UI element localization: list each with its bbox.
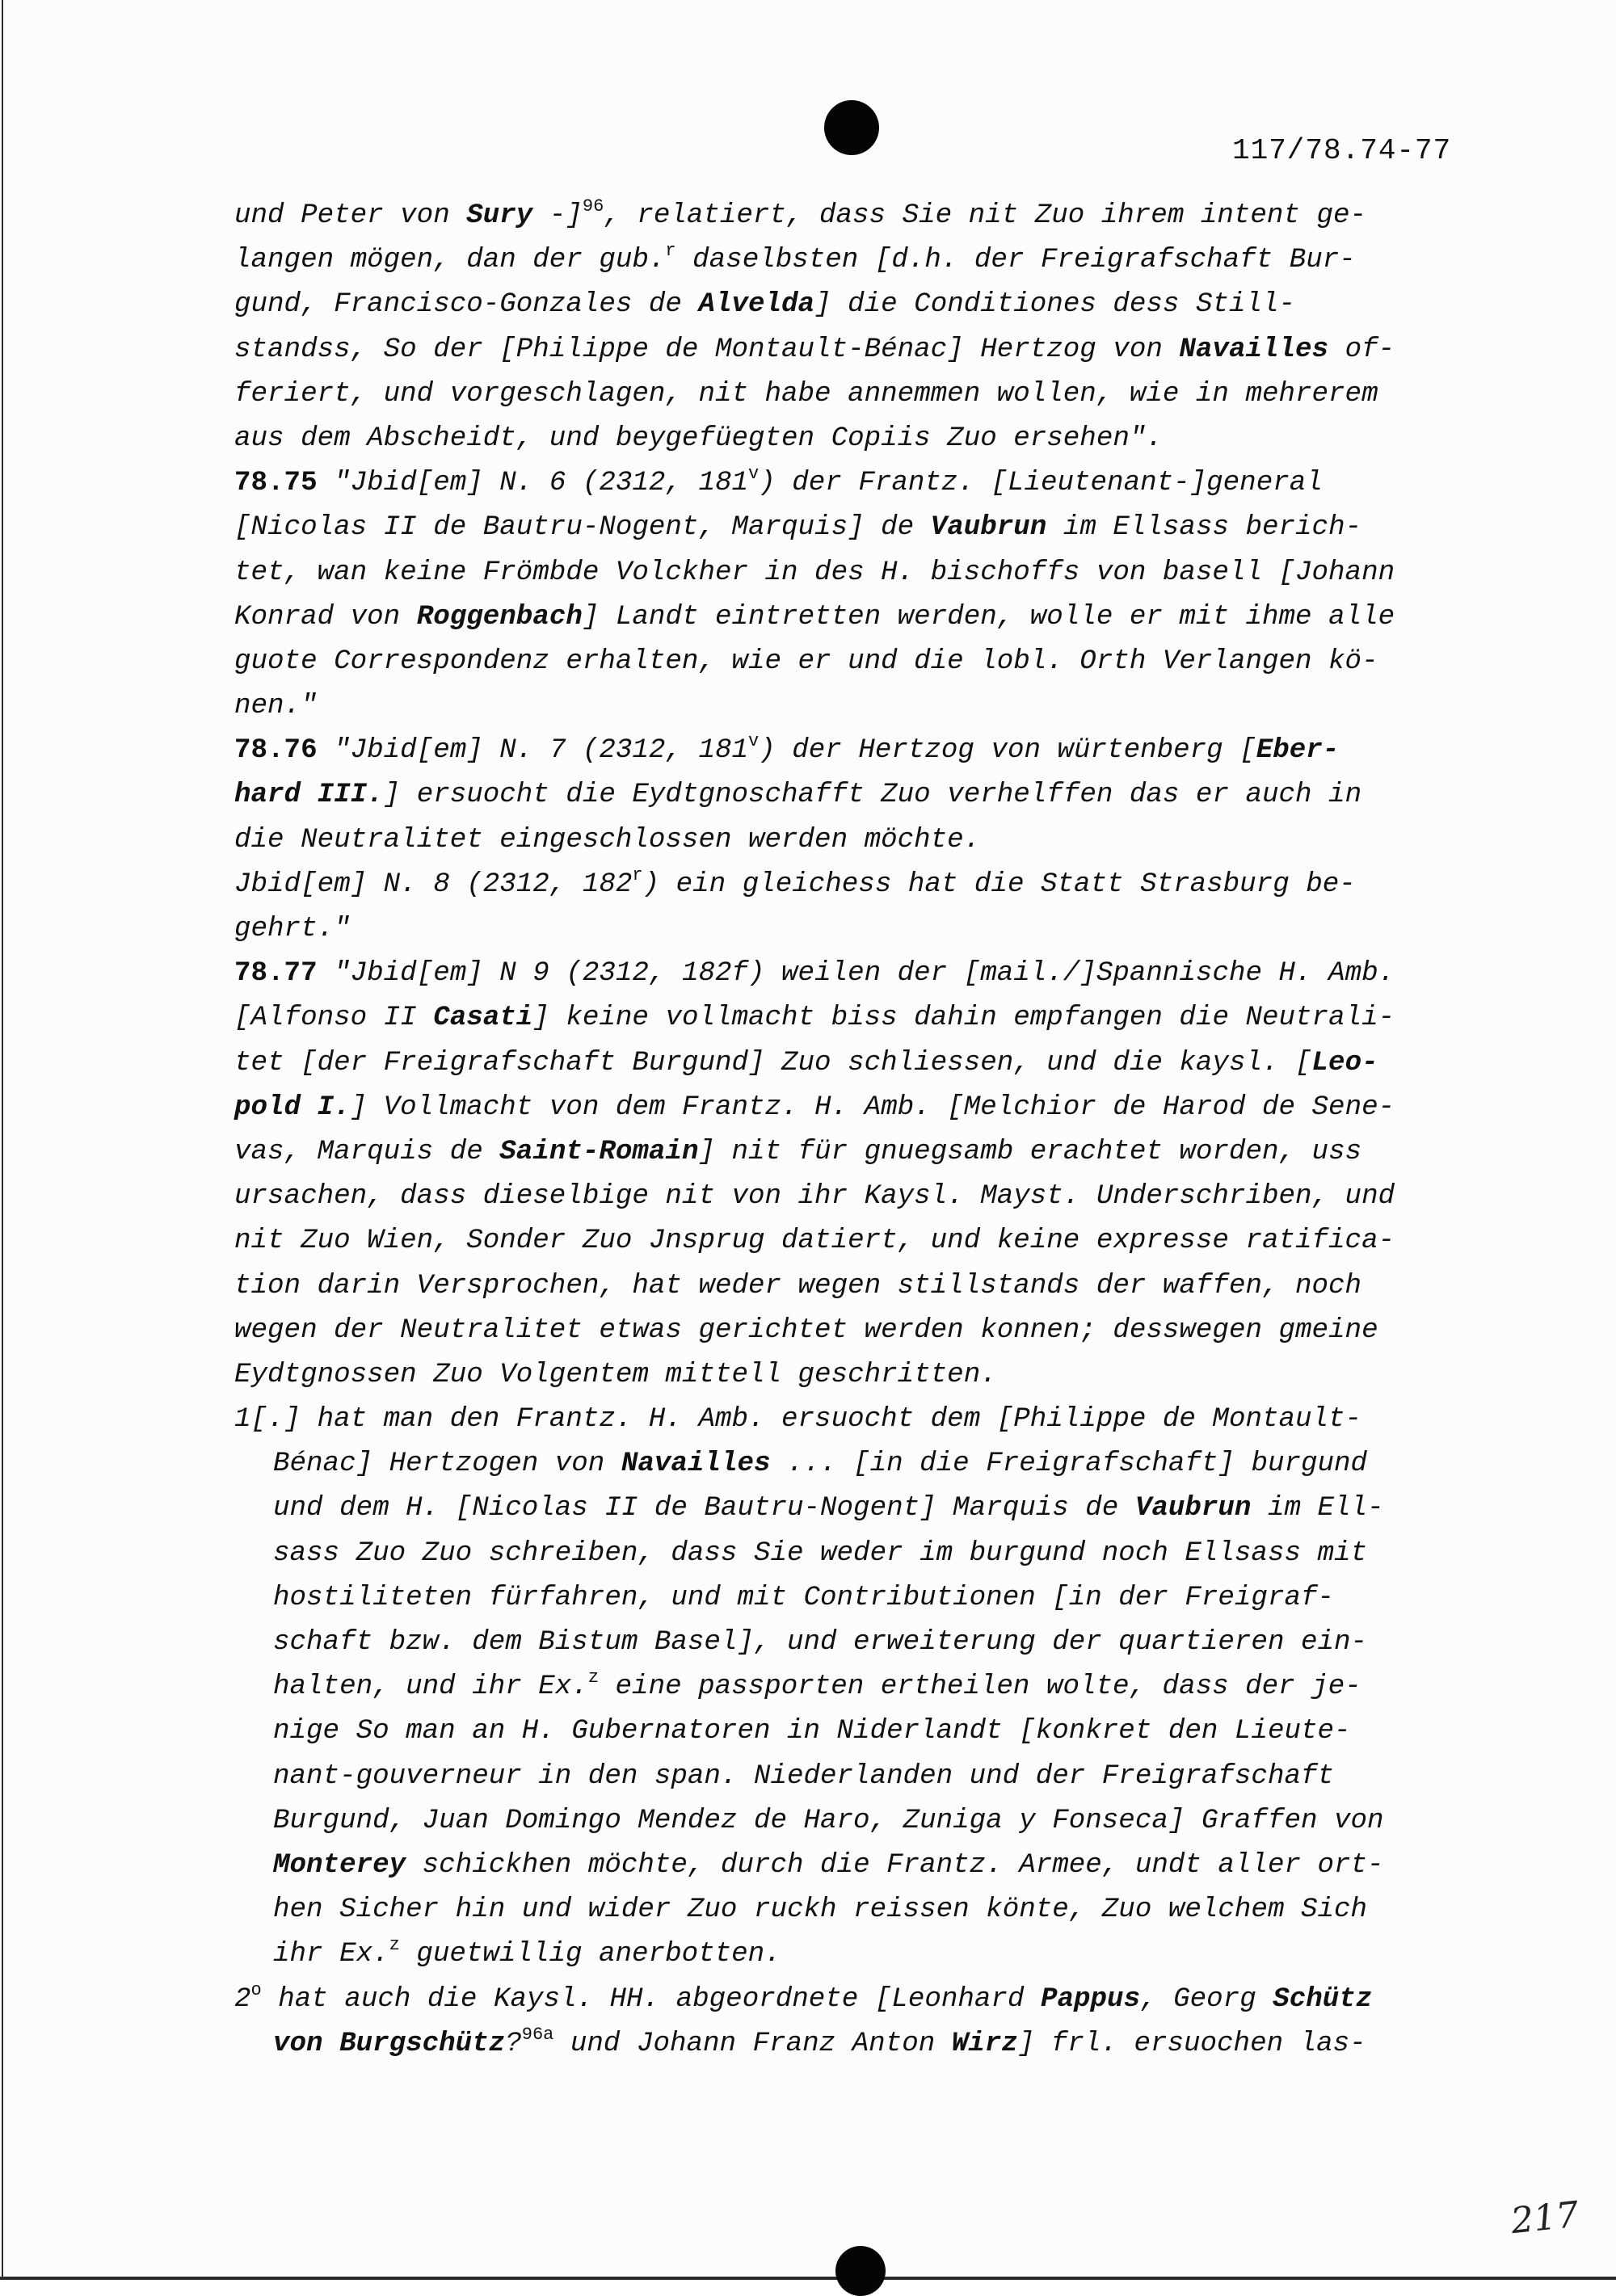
text-run: nant-gouverneur in den span. Niederlanden und der Freigrafschaft xyxy=(273,1760,1335,1792)
text-line xyxy=(234,461,1495,506)
text-run: "Jbid[em] N 9 (2312, 182f) weilen der [mail./]Spannische H. Amb. xyxy=(317,958,1395,990)
text-run: of- xyxy=(1328,334,1395,365)
text-line xyxy=(234,1532,1495,1576)
name-bold: Pappus xyxy=(1040,1983,1141,2015)
text-run: Konrad von xyxy=(234,601,417,633)
text-line xyxy=(234,1175,1495,1219)
text-line xyxy=(234,729,1495,773)
name-bold: Navailles xyxy=(1179,334,1329,365)
text-line xyxy=(234,551,1495,595)
text-line xyxy=(234,283,1495,327)
text-line xyxy=(234,1576,1495,1621)
text-run: ) der Hertzog von würtenberg [ xyxy=(759,735,1256,767)
name-bold: Vaubrun xyxy=(930,512,1047,544)
text-run: nige So man an H. Gubernatoren in Niderlandt [konkret den Lieute- xyxy=(273,1716,1351,1747)
superscript: z xyxy=(389,1935,400,1956)
text-run: schaft bzw. dem Bistum Basel], und erweiterung der quartieren ein- xyxy=(273,1627,1368,1658)
transcription-text xyxy=(234,194,1495,2067)
name-bold: Eber- xyxy=(1256,735,1340,767)
text-line xyxy=(234,328,1495,372)
text-run: Eydtgnossen Zuo Volgentem mittell geschritten. xyxy=(234,1359,997,1390)
text-line xyxy=(234,773,1495,818)
text-run: ] Vollmacht von dem Frantz. H. Amb. [Melchior de Harod de Sene- xyxy=(350,1091,1395,1123)
text-run: aus dem Abscheidt, und beygefüegten Copiis Zuo ersehen". xyxy=(234,423,1163,454)
text-run: , relatiert, dass Sie nit Zuo ihrem intent ge- xyxy=(604,200,1367,231)
text-line xyxy=(234,1353,1495,1398)
text-line xyxy=(234,1487,1495,1531)
text-line xyxy=(234,2022,1495,2067)
text-run: ) ein gleichess hat die Statt Strasburg be- xyxy=(642,868,1356,900)
text-run: 1[.] hat man den Frantz. H. Amb. ersuocht dem [Philippe de Montault- xyxy=(234,1404,1362,1436)
text-run: gund, Francisco-Gonzales de xyxy=(234,289,699,321)
superscript: z xyxy=(587,1667,600,1688)
scan-edge-left xyxy=(2,0,3,2280)
name-bold: hard III. xyxy=(234,780,384,811)
text-line xyxy=(234,1621,1495,1665)
text-run: guote Correspondenz erhalten, wie er und die lobl. Orth Verlangen kö- xyxy=(234,645,1378,677)
text-run: nen." xyxy=(234,691,318,722)
handwritten-page-number: 217 xyxy=(1509,2193,1581,2243)
text-line xyxy=(234,1309,1495,1353)
text-run: wegen der Neutralitet etwas gerichtet werden konnen; desswegen gmeine xyxy=(234,1314,1378,1346)
text-line xyxy=(234,818,1495,863)
text-run: daselbsten [d.h. der Freigrafschaft Bur- xyxy=(675,245,1356,276)
text-line xyxy=(234,1442,1495,1487)
name-bold: Roggenbach xyxy=(416,601,583,633)
name-bold: Leo- xyxy=(1311,1047,1378,1079)
text-run: [Alfonso II xyxy=(234,1003,434,1034)
text-line xyxy=(234,1709,1495,1754)
text-run: und Johann Franz Anton xyxy=(553,2028,952,2059)
superscript: r xyxy=(632,864,643,885)
text-run: ursachen, dass dieselbige nit von ihr Kaysl. Mayst. Underschriben, und xyxy=(234,1181,1395,1213)
text-line xyxy=(234,1130,1495,1175)
text-run: im Ell- xyxy=(1251,1493,1384,1524)
superscript: v xyxy=(748,731,760,752)
name-bold: Vaubrun xyxy=(1134,1493,1252,1524)
text-run: und Peter von xyxy=(234,200,467,231)
text-line xyxy=(234,372,1495,417)
text-run: "Jbid[em] N. 6 (2312, 181 xyxy=(317,468,749,499)
entry-number: 78.75 xyxy=(234,468,318,499)
text-line xyxy=(234,238,1495,283)
punch-hole-top xyxy=(824,100,879,155)
text-run: Jbid[em] N. 8 (2312, 182 xyxy=(234,868,633,900)
superscript: 96a xyxy=(521,2024,554,2045)
text-line xyxy=(234,506,1495,550)
text-run: halten, und ihr Ex. xyxy=(273,1672,588,1703)
text-run: hat auch die Kaysl. HH. abgeordnete [Leonhard xyxy=(261,1983,1041,2015)
text-run: hen Sicher hin und wider Zuo ruckh reissen könte, Zuo welchem Sich xyxy=(273,1894,1368,1926)
text-line xyxy=(234,640,1495,684)
name-bold: Alvelda xyxy=(698,289,815,321)
superscript: r xyxy=(665,241,676,262)
name-bold: Navailles xyxy=(621,1449,771,1480)
text-line xyxy=(234,863,1495,907)
text-run: ] keine vollmacht biss dahin empfangen die Neutrali- xyxy=(532,1003,1395,1034)
text-run: vas, Marquis de xyxy=(234,1136,500,1167)
name-bold: von Burgschütz xyxy=(273,2028,506,2059)
entry-number: 78.76 xyxy=(234,735,318,767)
text-line xyxy=(234,1665,1495,1709)
text-line xyxy=(234,1799,1495,1844)
text-line xyxy=(234,1755,1495,1799)
name-bold: Schütz xyxy=(1273,1983,1373,2015)
text-line xyxy=(234,1041,1495,1086)
text-run: Burgund, Juan Domingo Mendez de Haro, Zuniga y Fonseca] Graffen von xyxy=(273,1805,1384,1836)
text-run: tet [der Freigrafschaft Burgund] Zuo schliessen, und die kaysl. [ xyxy=(234,1047,1312,1079)
name-bold: Monterey xyxy=(273,1849,406,1881)
text-run: ] nit für gnuegsamb erachtet worden, uss xyxy=(698,1136,1362,1167)
text-run: [Nicolas II de Bautru-Nogent, Marquis] de xyxy=(234,512,931,544)
text-run: und dem H. [Nicolas II de Bautru-Nogent] Marquis de xyxy=(273,1493,1135,1524)
text-run: Bénac] Hertzogen von xyxy=(273,1449,621,1480)
text-run: ] die Conditiones dess Still- xyxy=(814,289,1296,321)
name-bold: Casati xyxy=(433,1003,533,1034)
text-run: guetwillig anerbotten. xyxy=(399,1939,781,1970)
text-run: die Neutralitet eingeschlossen werden möchte. xyxy=(234,824,981,856)
text-run: langen mögen, dan der gub. xyxy=(234,245,666,276)
scan-edge-bottom xyxy=(0,2277,1616,2280)
superscript: v xyxy=(748,464,760,485)
text-line xyxy=(234,1264,1495,1309)
text-line xyxy=(234,684,1495,729)
text-run: ) der Frantz. [Lieutenant-]general xyxy=(759,468,1323,499)
text-run: gehrt." xyxy=(234,914,351,944)
text-run: ? xyxy=(505,2028,522,2059)
text-line xyxy=(234,417,1495,461)
text-line xyxy=(234,595,1495,640)
text-run: standss, So der [Philippe de Montault-Bénac] Hertzog von xyxy=(234,334,1180,365)
superscript: o xyxy=(250,1979,262,2000)
text-line xyxy=(234,1932,1495,1977)
superscript: 96 xyxy=(582,196,604,217)
text-line xyxy=(234,952,1495,996)
text-run: ] ersuocht die Eydtgnoschafft Zuo verhelffen das er auch in xyxy=(383,780,1362,811)
text-line xyxy=(234,1219,1495,1264)
text-line xyxy=(234,907,1495,952)
text-run: eine passporten ertheilen wolte, dass der je- xyxy=(599,1672,1361,1703)
text-run: nit Zuo Wien, Sonder Zuo Jnsprug datiert, und keine expresse ratifica- xyxy=(234,1226,1395,1257)
text-run: im Ellsass berich- xyxy=(1046,512,1362,544)
text-run: ] Landt eintretten werden, wolle er mit ihme alle xyxy=(582,601,1395,633)
text-run: hostiliteten fürfahren, und mit Contributionen [in der Freigraf- xyxy=(273,1582,1335,1613)
text-run: tion darin Versprochen, hat weder wegen stillstands der waffen, noch xyxy=(234,1270,1362,1301)
text-line xyxy=(234,996,1495,1041)
name-bold: pold I. xyxy=(234,1091,351,1123)
text-run: schickhen möchte, durch die Frantz. Armee, undt aller ort- xyxy=(406,1849,1384,1881)
text-run: ihr Ex. xyxy=(273,1939,389,1970)
text-run: sass Zuo Zuo schreiben, dass Sie weder im burgund noch Ellsass mit xyxy=(273,1537,1368,1569)
text-run: ] frl. ersuochen las- xyxy=(1017,2028,1366,2059)
text-run: feriert, und vorgeschlagen, nit habe annemmen wollen, wie in mehrerem xyxy=(234,378,1378,410)
text-line xyxy=(234,1086,1495,1130)
text-run: , Georg xyxy=(1140,1983,1273,2015)
text-line xyxy=(234,194,1495,238)
text-line xyxy=(234,1844,1495,1888)
entry-number: 78.77 xyxy=(234,958,318,990)
text-run: -] xyxy=(532,200,583,231)
name-bold: Wirz xyxy=(951,2028,1018,2059)
text-line xyxy=(234,1888,1495,1932)
text-run: "Jbid[em] N. 7 (2312, 181 xyxy=(317,735,749,767)
text-run: tet, wan keine Frömbde Volckher in des H. bischoffs von basell [Johann xyxy=(234,557,1395,588)
text-line xyxy=(234,1978,1495,2022)
punch-hole-bottom xyxy=(835,2246,886,2296)
text-run: ... [in die Freigrafschaft] burgund xyxy=(770,1449,1368,1480)
reference-number: 117/78.74-77 xyxy=(1232,134,1452,167)
name-bold: Sury xyxy=(466,200,533,231)
text-line xyxy=(234,1398,1495,1442)
text-run: 2 xyxy=(234,1983,251,2015)
name-bold: Saint-Romain xyxy=(499,1136,699,1167)
